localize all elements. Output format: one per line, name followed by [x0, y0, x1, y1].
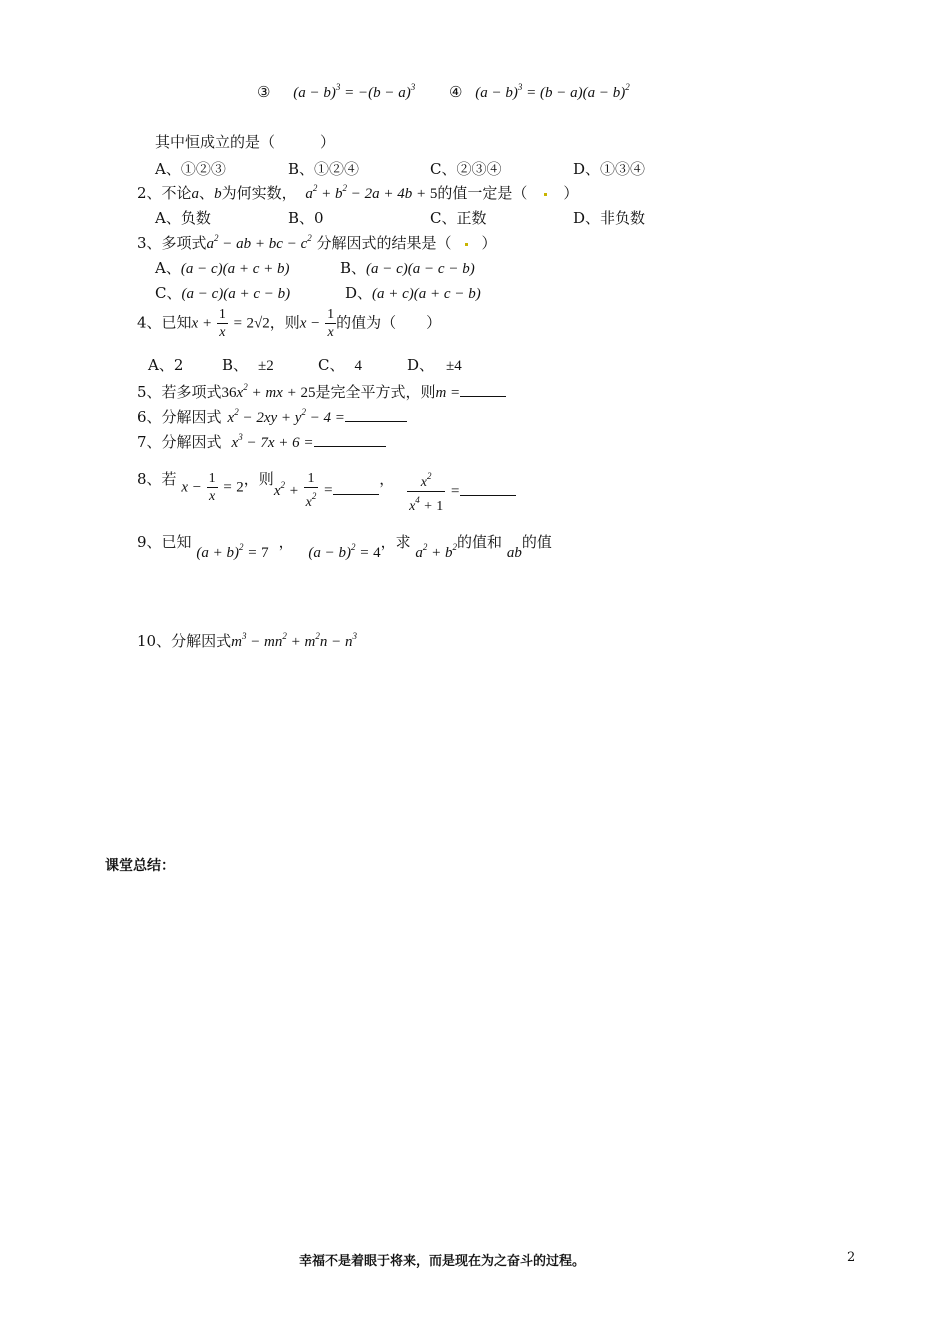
circled-3: ③: [257, 83, 271, 101]
summary-heading: 课堂总结：: [105, 858, 175, 874]
q4-option-a: A、2: [148, 356, 184, 374]
q2-option-a: A、负数: [155, 209, 211, 227]
q4-line: 4、已知x + $\frac{1}{x}$ = 2√2，则x − $\frac{1}{x}$ 的值为（ ）: [137, 307, 442, 340]
q1-prompt: 其中恒成立的是（ ）: [155, 133, 336, 151]
q2-option-b: B、0: [288, 209, 324, 227]
q1-option-c: C、②③④: [430, 160, 502, 178]
q2-option-c: C、正数: [430, 209, 487, 227]
page-number: 2: [847, 1250, 856, 1265]
q2-tail: 的值一定是（: [437, 184, 528, 202]
q3-lead: 3、多项式: [137, 234, 207, 252]
q4-option-b: B、 ±2: [222, 356, 274, 374]
q7-lead: 7、分解因式: [137, 433, 222, 451]
q5-lead: 5、若多项式: [137, 383, 222, 401]
q9-lead: 9、已知: [137, 533, 192, 551]
q3-option-b: B、(a − c)(a − c − b): [340, 259, 475, 277]
q3-option-d: D、(a + c)(a + c − b): [345, 284, 481, 302]
q1-statement-4: ④ $(a - b)^3 = (b - a)(a - b)^2$: [449, 82, 630, 101]
q9-line: 9、已知 $(a + b)^2 = 7$， $(a - b)^2 = 4$，求 $a^2 + b^2$的值和 ab的值: [137, 533, 552, 561]
q3-option-c: C、(a − c)(a + c − b): [155, 284, 291, 302]
q5-line: 5、若多项式$36x^2$ + mx + 25是完全平方式，则m =: [137, 381, 506, 402]
q4-lead: 4、已知: [137, 313, 192, 332]
q6-lead: 6、分解因式: [137, 408, 222, 426]
q1-option-d: D、①③④: [573, 160, 646, 178]
q2-line: 2、不论a、b为何实数， $a^2 + b^2 - 2a + 4b + 5$的值一定是（ ）: [137, 183, 579, 202]
q8-line: 8、若 x − $\frac{1}{x}$ = 2，则$x^2$ + $\frac{1}{x^2}$ =， $\frac{x^2}{x^4 + 1}$ =: [137, 468, 516, 515]
q5-tail: 是完全平方式，则: [315, 383, 436, 401]
q2-option-d: D、非负数: [573, 209, 646, 227]
q1-option-b: B、①②④: [288, 160, 360, 178]
circled-4: ④: [449, 83, 463, 101]
q3-tail: 分解因式的结果是（: [316, 234, 452, 252]
q8-lead: 8、若: [137, 470, 177, 488]
q1-statement-3: ③ $(a - b)^3 = -(b - a)^3$: [257, 82, 416, 101]
q10-lead: 10、分解因式: [137, 632, 232, 650]
q6-line: 6、分解因式 $x^2 - 2xy + y^2 - 4$ =: [137, 406, 407, 427]
q1-option-a: A、①②③: [155, 160, 226, 178]
q3-line: 3、多项式$a^2$ − ab + bc − $c^2$ 分解因式的结果是（ ）: [137, 233, 497, 252]
q7-line: 7、分解因式 $x^3 - 7x + 6$ =: [137, 431, 386, 452]
footer-motto: 幸福不是着眼于将来，而是现在为之奋斗的过程。: [299, 1254, 586, 1269]
q4-option-c: C、 4: [318, 356, 362, 374]
q10-line: 10、分解因式$m^3 - mn^2 + m^2n - n^3$: [137, 631, 357, 650]
q4-tail: 的值为（ ）: [336, 313, 442, 332]
q2-mid: 为何实数，: [221, 184, 297, 202]
q4-option-d: D、 ±4: [407, 356, 462, 374]
q3-option-a: A、(a − c)(a + c + b): [155, 259, 290, 277]
q2-lead: 2、不论: [137, 184, 192, 202]
